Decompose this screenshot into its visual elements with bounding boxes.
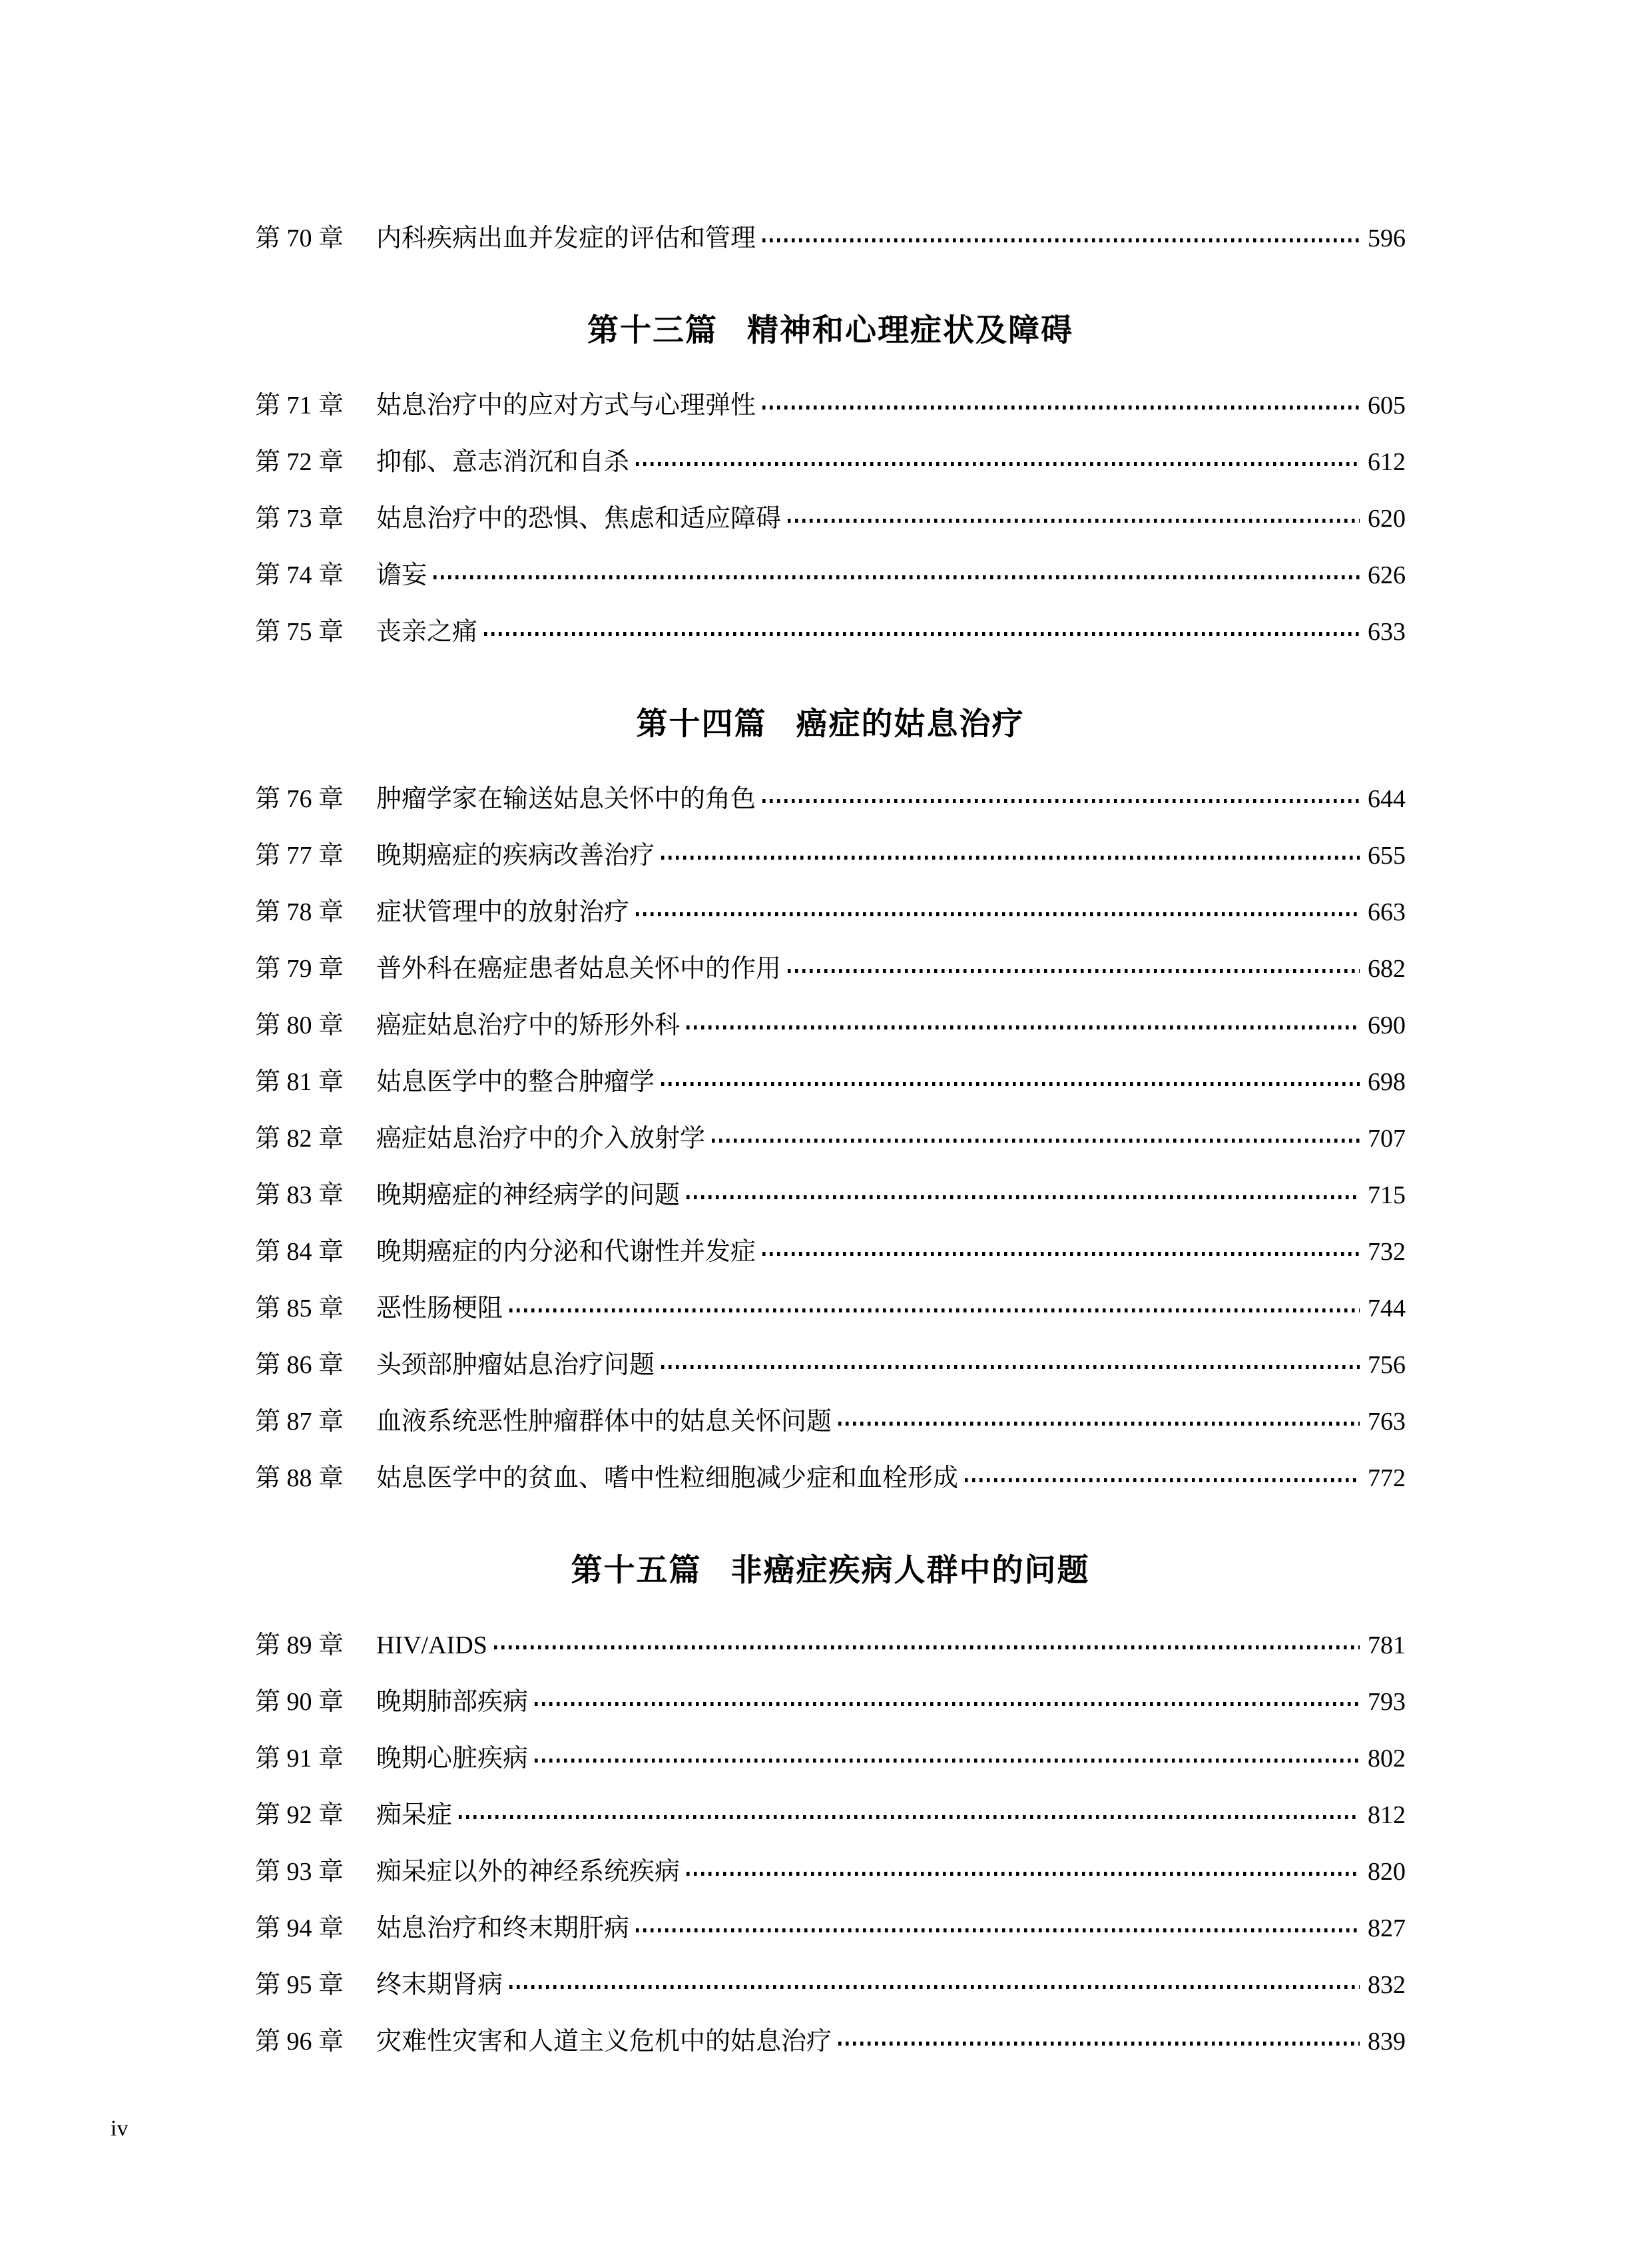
chapter-label: 第 85 章 <box>255 1294 344 1322</box>
page-number: 839 <box>1368 2027 1406 2056</box>
dot-leader <box>459 1815 1360 1819</box>
dot-leader <box>838 1422 1360 1426</box>
dot-leader <box>762 1252 1360 1256</box>
chapter-label: 第 72 章 <box>255 447 344 476</box>
section-heading <box>255 293 1406 366</box>
page-number: 781 <box>1368 1631 1406 1659</box>
dot-leader <box>762 238 1360 242</box>
chapter-title: 晚期肺部疾病 <box>376 1687 529 1716</box>
page-number: 772 <box>1368 1464 1406 1492</box>
toc-entry <box>255 997 1406 1053</box>
toc-entry <box>255 1730 1406 1787</box>
chapter-label: 第 94 章 <box>255 1914 344 1942</box>
toc-entry <box>255 1843 1406 1900</box>
toc-entry <box>255 1053 1406 1110</box>
chapter-title: 丧亲之痛 <box>376 617 478 646</box>
chapter-title: 姑息医学中的贫血、嗜中性粒细胞减少症和血栓形成 <box>376 1464 959 1492</box>
toc-entry <box>255 547 1406 603</box>
page-number: 820 <box>1368 1857 1406 1886</box>
toc-entry <box>255 1450 1406 1506</box>
page-number: 732 <box>1368 1237 1406 1266</box>
page-number: 690 <box>1368 1011 1406 1039</box>
page-number: 605 <box>1368 391 1406 420</box>
page-number: 832 <box>1368 1970 1406 1999</box>
chapter-label: 第 74 章 <box>255 561 344 589</box>
toc-entry <box>255 1280 1406 1336</box>
chapter-title: 姑息治疗和终末期肝病 <box>376 1914 630 1942</box>
chapter-label: 第 82 章 <box>255 1124 344 1153</box>
chapter-title: 晚期心脏疾病 <box>376 1744 529 1773</box>
chapter-label: 第 78 章 <box>255 898 344 926</box>
chapter-title: 症状管理中的放射治疗 <box>376 898 630 926</box>
chapter-label: 第 77 章 <box>255 841 344 870</box>
section-part-label: 第十五篇 <box>571 1551 702 1587</box>
page-number: 644 <box>1368 784 1406 813</box>
chapter-title: 晚期癌症的内分泌和代谢性并发症 <box>376 1237 756 1266</box>
dot-leader <box>535 1759 1360 1763</box>
dot-leader <box>687 1195 1360 1199</box>
toc-entry <box>255 1110 1406 1167</box>
toc-entry <box>255 1167 1406 1223</box>
chapter-label: 第 75 章 <box>255 617 344 646</box>
page-number: 626 <box>1368 561 1406 589</box>
chapter-title: 痴呆症 <box>376 1801 453 1829</box>
dot-leader <box>661 1365 1360 1369</box>
chapter-label: 第 84 章 <box>255 1237 344 1266</box>
chapter-label: 第 90 章 <box>255 1687 344 1716</box>
toc-entry <box>255 1956 1406 2013</box>
dot-leader <box>433 575 1360 579</box>
section-title: 精神和心理症状及障碍 <box>747 312 1073 348</box>
chapter-title: 内科疾病出血并发症的评估和管理 <box>376 224 756 252</box>
dot-leader <box>636 912 1360 916</box>
chapter-label: 第 88 章 <box>255 1464 344 1492</box>
dot-leader <box>636 462 1360 466</box>
dot-leader <box>788 969 1360 973</box>
chapter-label: 第 95 章 <box>255 1970 344 1999</box>
dot-leader <box>636 1928 1360 1932</box>
chapter-label: 第 71 章 <box>255 391 344 420</box>
chapter-label: 第 91 章 <box>255 1744 344 1773</box>
chapter-title: 抑郁、意志消沉和自杀 <box>376 447 630 476</box>
toc-entry <box>255 940 1406 997</box>
page-number: 707 <box>1368 1124 1406 1153</box>
page-number: 682 <box>1368 954 1406 983</box>
section-part-label: 第十四篇 <box>636 705 767 741</box>
page-number: 698 <box>1368 1067 1406 1096</box>
page-number: 763 <box>1368 1407 1406 1436</box>
chapter-title: HIV/AIDS <box>376 1631 487 1659</box>
chapter-label: 第 83 章 <box>255 1181 344 1209</box>
chapter-label: 第 80 章 <box>255 1011 344 1039</box>
chapter-title: 血液系统恶性肿瘤群体中的姑息关怀问题 <box>376 1407 832 1436</box>
page-number: 827 <box>1368 1914 1406 1942</box>
toc-entry <box>255 1336 1406 1393</box>
chapter-label: 第 89 章 <box>255 1631 344 1659</box>
section-title: 癌症的姑息治疗 <box>796 705 1025 741</box>
page-number: 633 <box>1368 617 1406 646</box>
chapter-title: 终末期肾病 <box>376 1970 503 1999</box>
toc-entry <box>255 490 1406 547</box>
chapter-label: 第 92 章 <box>255 1801 344 1829</box>
chapter-label: 第 81 章 <box>255 1067 344 1096</box>
section-heading <box>255 687 1406 760</box>
chapter-label: 第 73 章 <box>255 504 344 533</box>
chapter-title: 晚期癌症的疾病改善治疗 <box>376 841 655 870</box>
toc-entry <box>255 2013 1406 2070</box>
toc-entry <box>255 433 1406 490</box>
page-number: 612 <box>1368 447 1406 476</box>
page-number: 663 <box>1368 898 1406 926</box>
toc-entry <box>255 1393 1406 1450</box>
page-number: 812 <box>1368 1801 1406 1829</box>
page-number: 756 <box>1368 1350 1406 1379</box>
chapter-title: 晚期癌症的神经病学的问题 <box>376 1181 681 1209</box>
chapter-title: 姑息医学中的整合肿瘤学 <box>376 1067 655 1096</box>
toc-entry <box>255 827 1406 884</box>
section-title: 非癌症疾病人群中的问题 <box>730 1551 1090 1587</box>
page-number: 620 <box>1368 504 1406 533</box>
chapter-title: 头颈部肿瘤姑息治疗问题 <box>376 1350 655 1379</box>
dot-leader <box>509 1308 1360 1312</box>
dot-leader <box>687 1025 1360 1029</box>
chapter-title: 癌症姑息治疗中的矫形外科 <box>376 1011 681 1039</box>
dot-leader <box>762 799 1360 803</box>
section-part-label: 第十三篇 <box>587 312 718 348</box>
chapter-title: 谵妄 <box>376 561 427 589</box>
chapter-title: 姑息治疗中的恐惧、焦虑和适应障碍 <box>376 504 782 533</box>
chapter-label: 第 96 章 <box>255 2027 344 2056</box>
footer-page-number: iv <box>111 2116 129 2141</box>
page-number: 655 <box>1368 841 1406 870</box>
dot-leader <box>535 1702 1360 1706</box>
page-number: 715 <box>1368 1181 1406 1209</box>
chapter-title: 痴呆症以外的神经系统疾病 <box>376 1857 681 1886</box>
dot-leader <box>965 1478 1360 1482</box>
chapter-title: 普外科在癌症患者姑息关怀中的作用 <box>376 954 782 983</box>
dot-leader <box>661 856 1360 860</box>
dot-leader <box>494 1645 1360 1649</box>
page-number: 793 <box>1368 1687 1406 1716</box>
toc-entry <box>255 1617 1406 1673</box>
chapter-label: 第 79 章 <box>255 954 344 983</box>
chapter-label: 第 86 章 <box>255 1350 344 1379</box>
toc-entry <box>255 1223 1406 1280</box>
chapter-label: 第 87 章 <box>255 1407 344 1436</box>
toc-entry <box>255 1900 1406 1956</box>
dot-leader <box>762 406 1360 410</box>
toc-entry <box>255 1673 1406 1730</box>
dot-leader <box>484 632 1360 636</box>
chapter-label: 第 93 章 <box>255 1857 344 1886</box>
toc-entry <box>255 377 1406 433</box>
chapter-title: 姑息治疗中的应对方式与心理弹性 <box>376 391 756 420</box>
chapter-title: 恶性肠梗阻 <box>376 1294 503 1322</box>
page-number: 744 <box>1368 1294 1406 1322</box>
toc-entry <box>255 603 1406 660</box>
dot-leader <box>509 1985 1360 1989</box>
toc-entry <box>255 210 1406 266</box>
toc-entry <box>255 770 1406 827</box>
dot-leader <box>661 1082 1360 1086</box>
toc-entry <box>255 884 1406 940</box>
chapter-label: 第 76 章 <box>255 784 344 813</box>
chapter-title: 灾难性灾害和人道主义危机中的姑息治疗 <box>376 2027 832 2056</box>
chapter-label: 第 70 章 <box>255 224 344 252</box>
toc-entry <box>255 1787 1406 1843</box>
chapter-title: 癌症姑息治疗中的介入放射学 <box>376 1124 706 1153</box>
page-number: 802 <box>1368 1744 1406 1773</box>
page-number: 596 <box>1368 224 1406 252</box>
chapter-title: 肿瘤学家在输送姑息关怀中的角色 <box>376 784 756 813</box>
dot-leader <box>712 1139 1360 1143</box>
dot-leader <box>838 2042 1360 2046</box>
dot-leader <box>788 519 1360 523</box>
dot-leader <box>687 1872 1360 1876</box>
section-heading <box>255 1533 1406 1606</box>
